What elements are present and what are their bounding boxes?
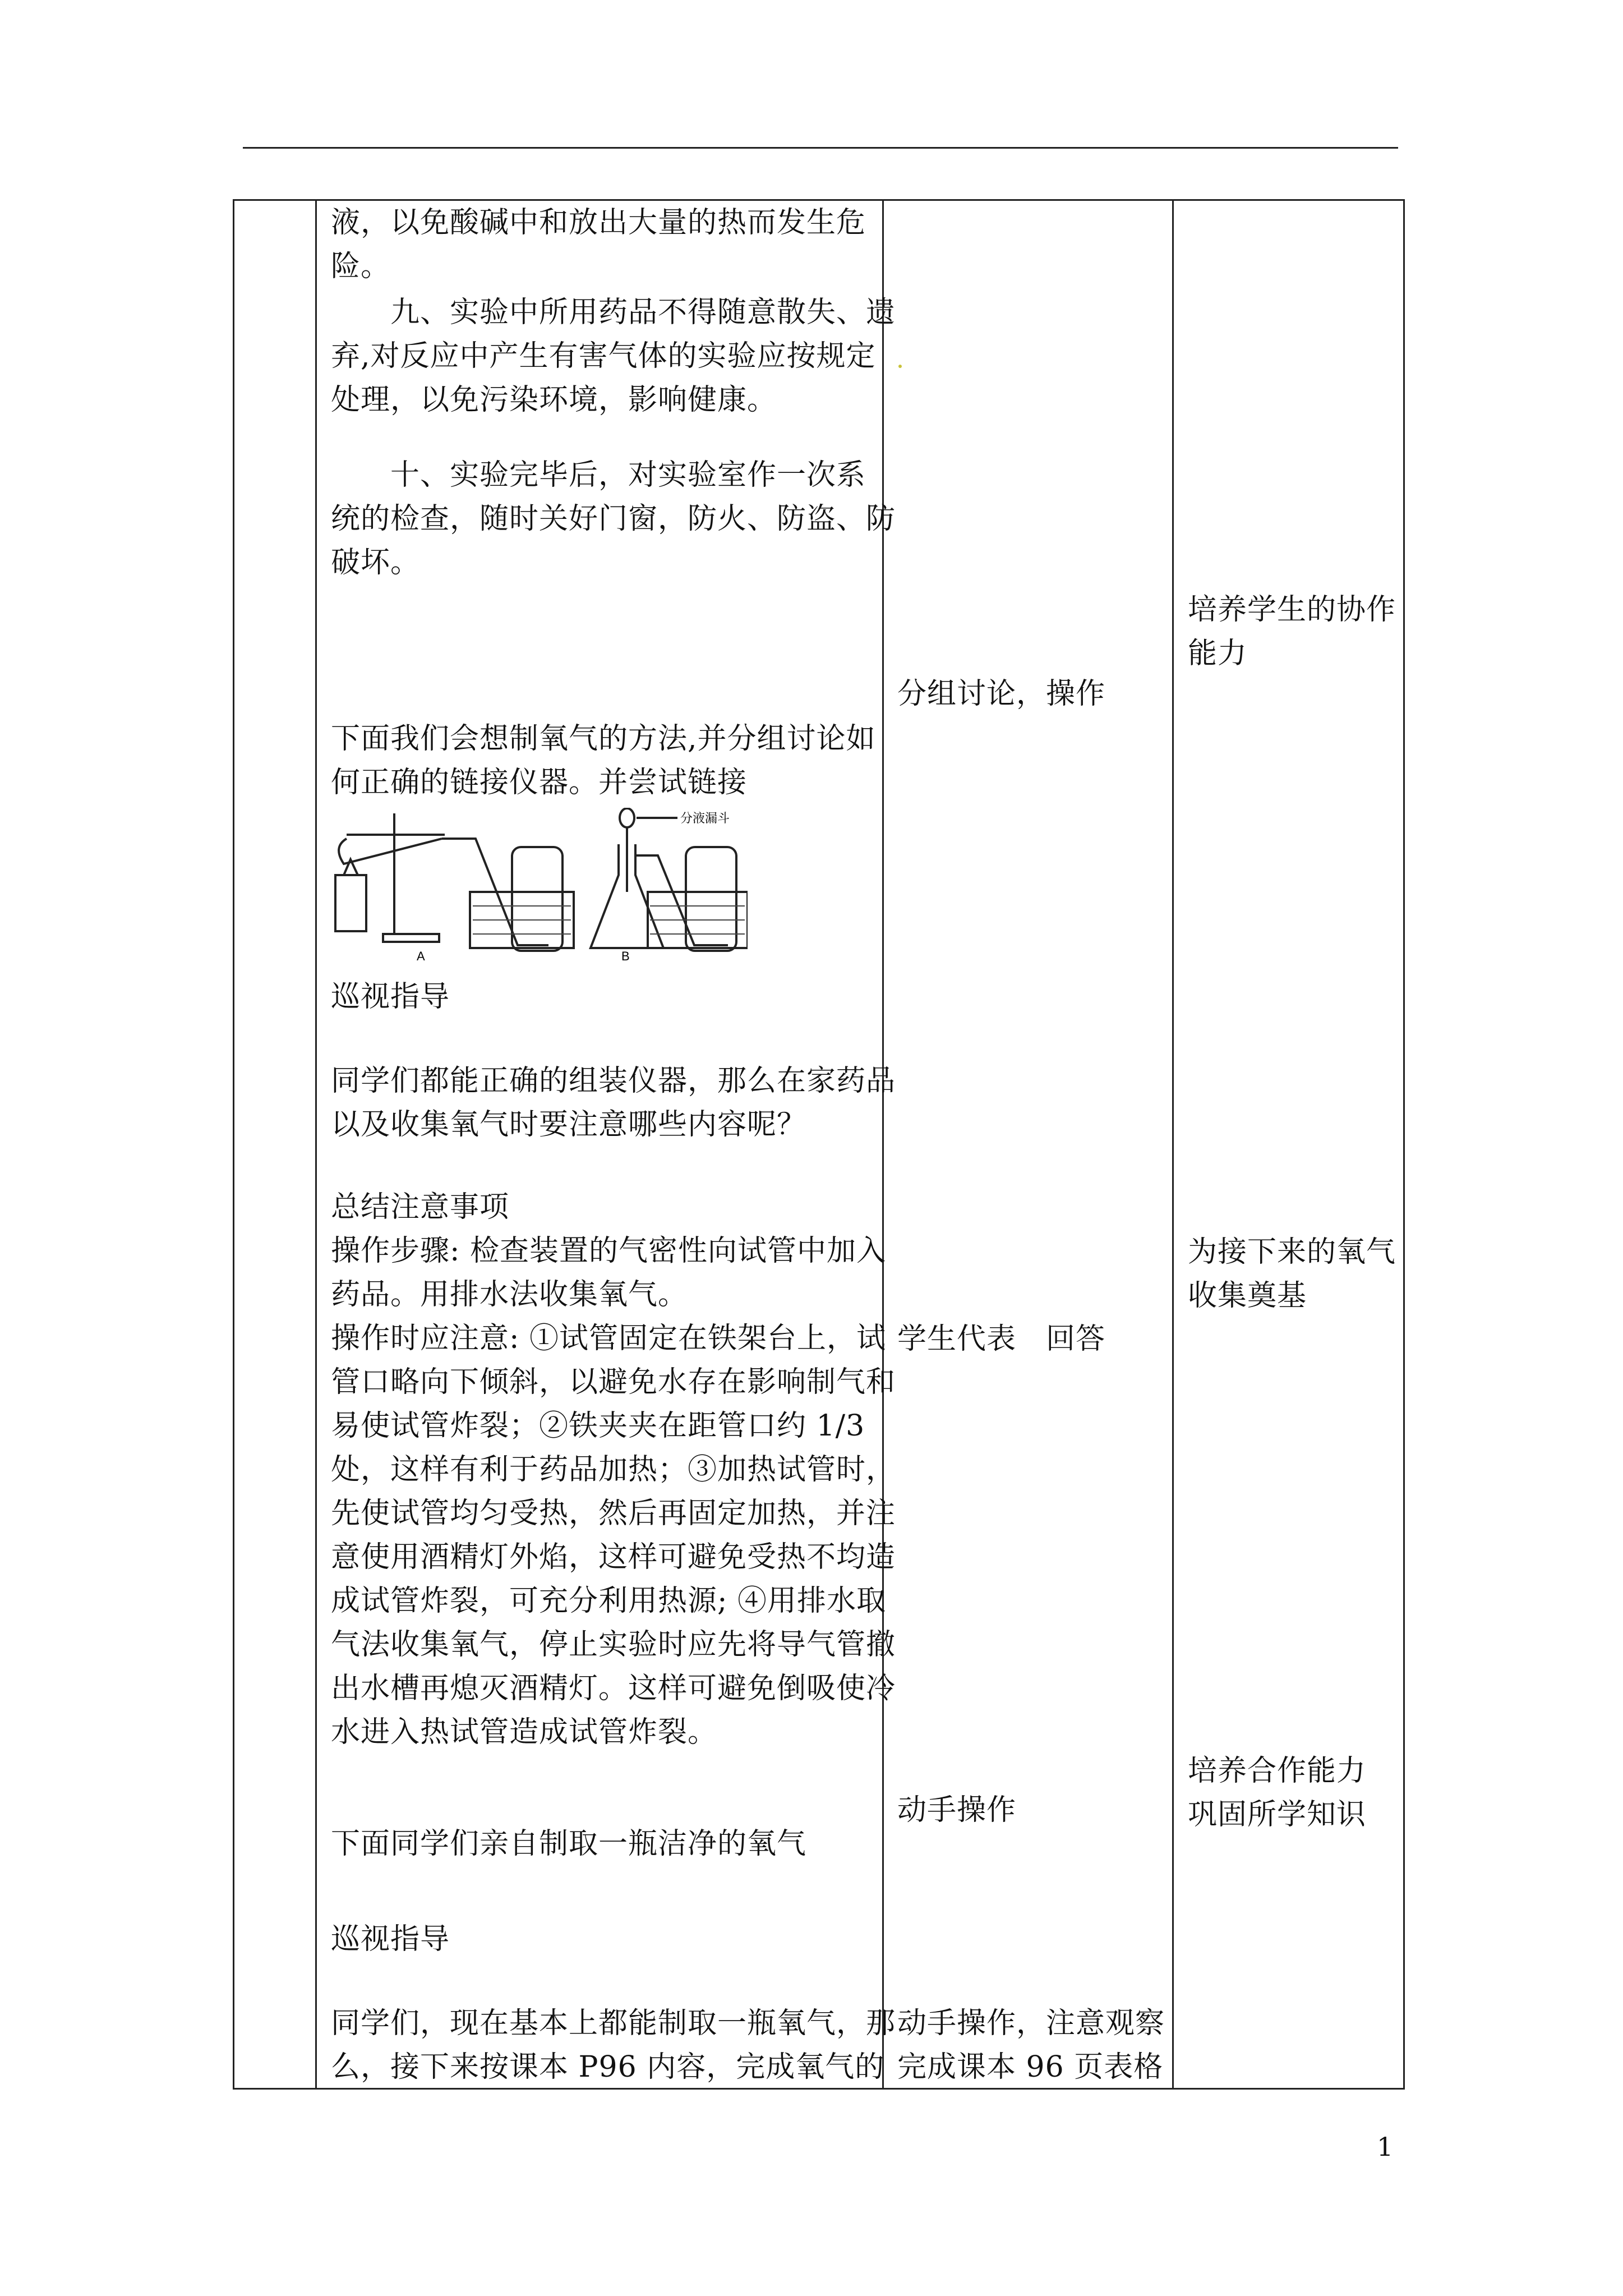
funnel-b xyxy=(620,808,634,827)
teacher-text-patrol-1: 巡视指导 xyxy=(331,980,450,1014)
alcohol-lamp-a xyxy=(335,875,366,931)
page-number: 1 xyxy=(1377,2132,1394,2162)
test-tube-a xyxy=(339,839,442,864)
teacher-text-make-oxygen: 下面同学们亲自制取一瓶洁净的氧气 xyxy=(331,1827,807,1861)
intent-text-consolidate: 培养合作能力 巩固所学知识 xyxy=(1188,1754,1367,1832)
scan-speck xyxy=(898,365,902,368)
student-text-observe: 动手操作，注意观察 完成课本 96 页表格 xyxy=(897,2007,1165,2084)
table-column-divider-1 xyxy=(315,199,317,2090)
teacher-text-next-task: 同学们，现在基本上都能制取一瓶氧气，那 么，接下来按课本 P96 内容，完成氧气的 xyxy=(331,2007,896,2084)
collection-bottle-a xyxy=(512,847,562,951)
table-column-divider-3 xyxy=(1172,199,1174,2090)
delivery-tube-b xyxy=(635,855,728,945)
teacher-text-patrol-2: 巡视指导 xyxy=(331,1922,450,1956)
student-text-group-discussion: 分组讨论，操作 xyxy=(897,677,1106,711)
teacher-text-precautions: 总结注意事项 操作步骤: 检查装置的气密性向试管中加入 药品。用排水法收集氧气。 操作时应注意: ①试管固定在铁架台上，试 管口略向下倾斜，以避免水存在影响制气和 易使试管炸裂；②铁夹夹在距管口约 1/3 处，这样有利于药品加热；③加热试管时， 先使试管均匀受热，然后再固定加热，并注 意使用酒精灯外焰，这样可避免受热不均造 成试管炸裂，可充分利用热源; ④用排水取 气法收集氧气，停止实验时应先将导气管撤 出水槽再熄灭酒精灯。这样可避免倒吸使冷 水进入热试管造成试管炸裂。 xyxy=(331,1190,896,1749)
teacher-text-question: 同学们都能正确的组装仪器，那么在家药品 以及收集氧气时要注意哪些内容呢？ xyxy=(331,1064,896,1142)
intent-text-cooperation: 培养学生的协作 能力 xyxy=(1188,593,1396,670)
stand-base-a xyxy=(383,934,439,942)
student-text-answer: 学生代表 回答 xyxy=(897,1322,1106,1356)
teacher-text-safety-end: 液，以免酸碱中和放出大量的热而发生危 险。 xyxy=(331,206,866,283)
figure-label-a: A xyxy=(417,949,425,963)
student-text-hands-on: 动手操作 xyxy=(897,1793,1017,1827)
apparatus-figure xyxy=(327,808,748,965)
teacher-text-apparatus-intro: 下面我们会想制氧气的方法,并分组讨论如 何正确的链接仪器。并尝试链接 xyxy=(331,722,876,799)
figure-label-funnel: 分液漏斗 xyxy=(680,812,730,826)
figure-label-b: B xyxy=(621,949,630,963)
collection-bottle-b xyxy=(686,847,736,951)
teacher-text-rule-10: 十、实验完毕后，对实验室作一次系 统的检查，随时关好门窗，防火、防盗、防 破坏。 xyxy=(331,458,896,579)
teacher-text-rule-9: 九、实验中所用药品不得随意散失、遗 弃,对反应中产生有害气体的实验应按规定 处理，以免污染环境，影响健康。 xyxy=(331,296,896,417)
intent-text-foundation: 为接下来的氧气 收集奠基 xyxy=(1188,1235,1396,1313)
header-rule xyxy=(243,147,1398,149)
